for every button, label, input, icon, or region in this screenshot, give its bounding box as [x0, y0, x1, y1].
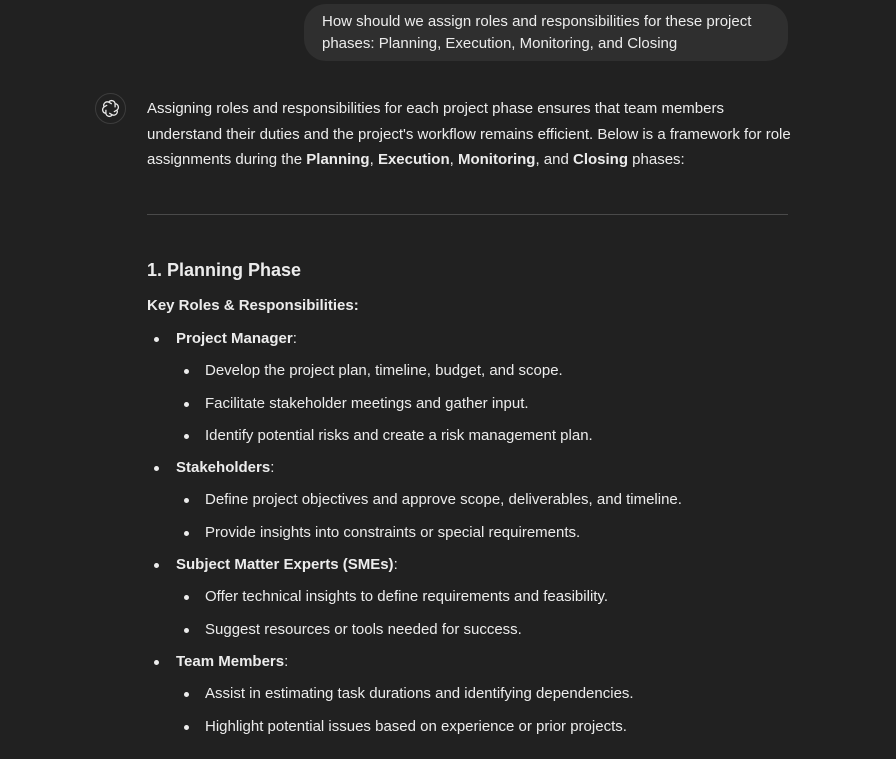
bullet-icon — [154, 337, 159, 342]
intro-separator: , and — [535, 151, 573, 168]
assistant-avatar — [95, 93, 126, 124]
role-name: Stakeholders — [176, 459, 271, 477]
responsibility-item — [176, 716, 682, 748]
responsibility-text: Assist in estimating task durations and identifying dependencies. — [205, 685, 634, 703]
responsibility-item — [176, 489, 682, 521]
bullet-icon — [154, 466, 159, 471]
responsibility-text: Develop the project plan, timeline, budget, and scope. — [205, 362, 563, 380]
section-title: 1. Planning Phase — [147, 260, 302, 280]
bullet-icon — [154, 660, 159, 665]
responsibility-item — [176, 393, 682, 425]
responsibility-list — [176, 683, 682, 748]
responsibility-text: Highlight potential issues based on experience or prior projects. — [205, 717, 627, 735]
bullet-icon — [184, 434, 189, 439]
bullet-icon — [184, 531, 189, 536]
intro-text: Assigning roles and responsibilities for each project phase ensures that team members understand their duties and the project's workflow remains efficient. Below is a framework for role assignments during the — [147, 100, 791, 168]
responsibility-text: Suggest resources or tools needed for success. — [205, 620, 522, 638]
assistant-intro — [147, 96, 792, 173]
responsibility-text: Provide insights into constraints or special requirements. — [205, 523, 581, 541]
bullet-icon — [184, 725, 189, 730]
role-project-manager: Project Manager: Develop the project plan, timeline, budget, and scope. Facilitate stakeholder meetings and gather input. Identify potential risks and create a risk management plan. — [147, 328, 682, 457]
responsibility-text: Identify potential risks and create a risk management plan. — [205, 426, 593, 444]
bullet-icon — [184, 628, 189, 633]
bullet-icon — [184, 402, 189, 407]
responsibility-text: Offer technical insights to define requirements and feasibility. — [205, 588, 608, 606]
key-roles-label: Key Roles & Responsibilities: — [147, 297, 359, 314]
openai-logo-icon — [101, 99, 120, 118]
bullet-icon — [184, 369, 189, 374]
responsibility-item — [176, 619, 682, 651]
role-smes: Subject Matter Experts (SMEs): Offer technical insights to define requirements and feasibility. Suggest resources or tools needed for success. — [147, 554, 682, 651]
responsibility-text: Define project objectives and approve scope, deliverables, and timeline. — [205, 491, 682, 509]
section-divider — [147, 214, 788, 215]
responsibility-item — [176, 522, 682, 554]
bullet-icon — [184, 498, 189, 503]
bullet-icon — [154, 563, 159, 568]
phase-closing: Closing — [573, 151, 628, 168]
phase-monitoring: Monitoring — [457, 151, 536, 168]
intro-separator: , — [369, 151, 378, 168]
responsibility-list — [176, 489, 682, 554]
bullet-icon — [184, 692, 189, 697]
assistant-message — [147, 96, 792, 735]
role-name: Project Manager — [176, 330, 293, 347]
responsibility-item — [176, 425, 682, 457]
role-stakeholders: Stakeholders: Define project objectives and approve scope, deliverables, and timeline. Provide insights into constraints or special requirements. — [147, 457, 682, 554]
phase-execution: Execution — [377, 151, 450, 168]
responsibility-text: Facilitate stakeholder meetings and gather input. — [205, 394, 529, 412]
intro-text-end: phases: — [628, 151, 685, 168]
user-message-bubble — [304, 4, 788, 61]
role-team-members: Team Members: Assist in estimating task durations and identifying dependencies. Highlight potential issues based on experience or prior projects. — [147, 651, 682, 748]
responsibility-item — [176, 586, 682, 618]
responsibility-item — [176, 360, 682, 392]
roles-list — [147, 328, 682, 748]
bullet-icon — [184, 595, 189, 600]
intro-separator: , — [449, 151, 458, 168]
role-name: Subject Matter Experts (SMEs) — [176, 556, 394, 574]
responsibility-item — [176, 683, 682, 715]
phase-planning: Planning — [306, 151, 370, 168]
role-name: Team Members — [176, 652, 285, 670]
responsibility-list — [176, 586, 682, 651]
user-message-text: How should we assign roles and responsibilities for these project phases: Planning, Execution, Monitoring, and Closing — [322, 13, 752, 52]
responsibility-list — [176, 360, 682, 457]
